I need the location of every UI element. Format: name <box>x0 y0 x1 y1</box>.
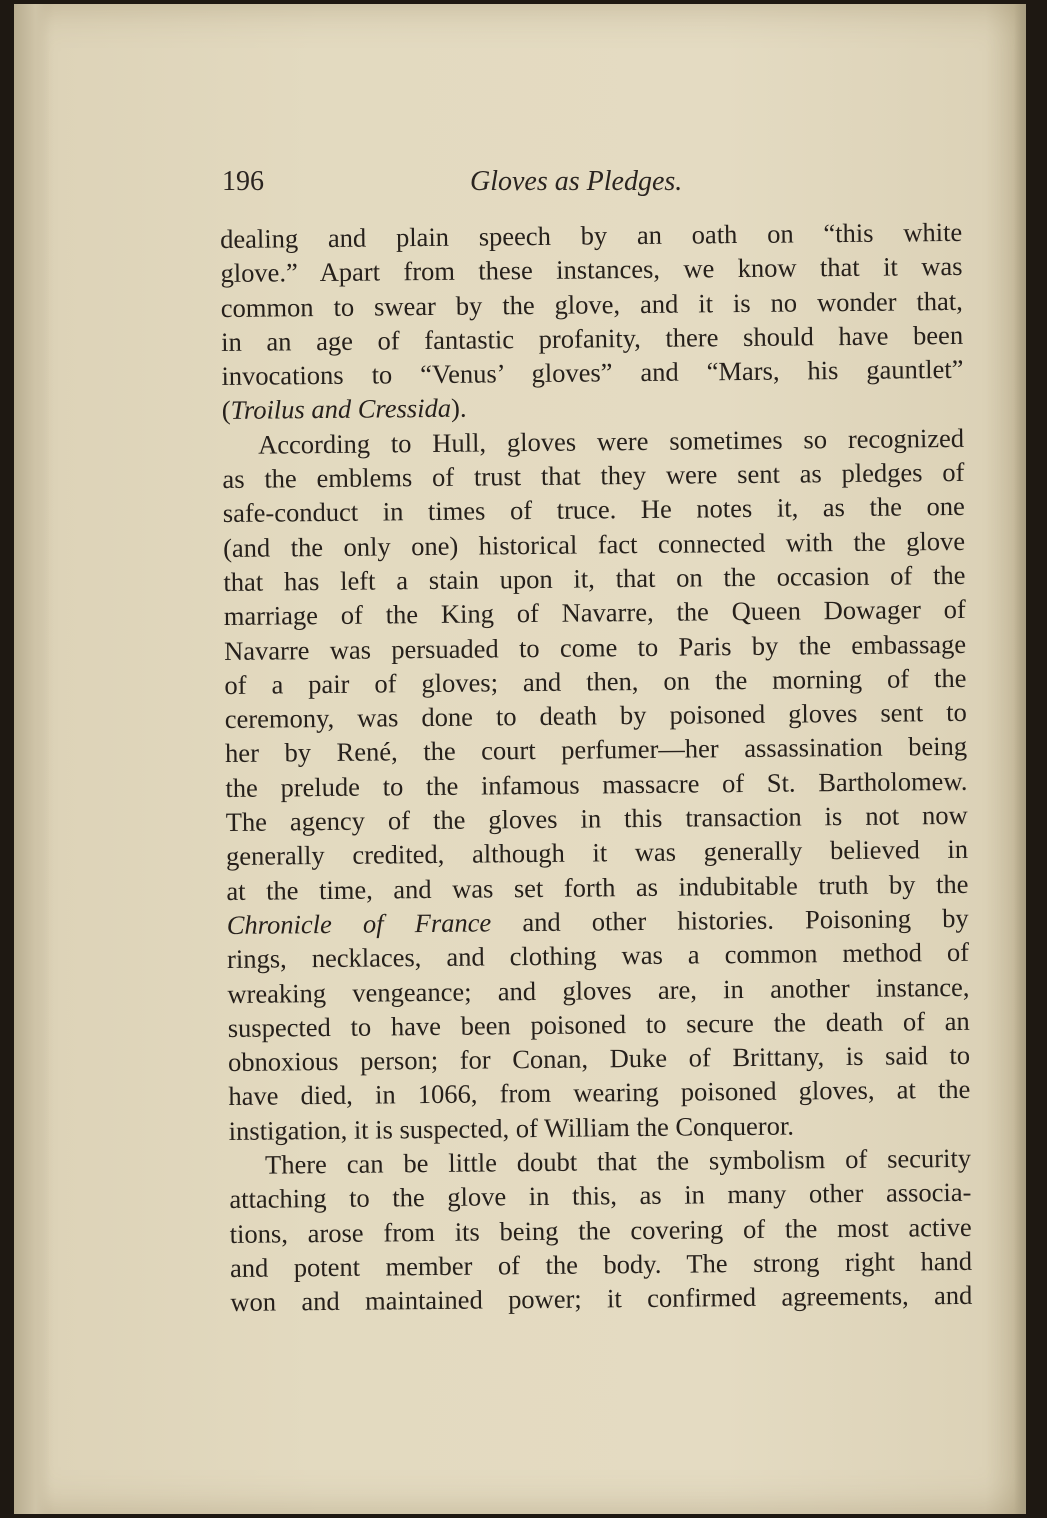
text-line: suspected to have been poisoned to secure the death of an <box>227 1005 970 1043</box>
paren-open: ( <box>221 395 231 426</box>
text-line: According to Hull, gloves were sometimes so recognized <box>257 422 965 460</box>
text-line: wreaking vengeance; and gloves are, in another instance, <box>227 971 970 1009</box>
page-number: 196 <box>222 166 264 197</box>
text-line: The agency of the gloves in this transaction is not now <box>225 799 968 838</box>
text-line: obnoxious person; for Conan, Duke of Brittany, is said to <box>227 1039 971 1078</box>
paragraph-2 <box>222 421 971 1148</box>
text-line: that has left a stain upon it, that on the occasion of the <box>223 559 966 597</box>
text-line: attaching to the glove in this, as in many other associa- <box>229 1177 972 1215</box>
text-line: tions, arose from its being the covering of the most active <box>229 1211 972 1249</box>
text-line: the prelude to the infamous massacre of St. Bartholomew. <box>225 765 968 803</box>
text-line: marriage of the King of Navarre, the Queen Dowager of <box>223 594 966 632</box>
text-line: invocations to “Venus’ gloves” and “Mars, his gauntlet” <box>221 354 964 392</box>
running-title: Gloves as Pledges. <box>470 166 683 197</box>
running-head <box>222 166 962 206</box>
paragraph-1 <box>220 215 964 428</box>
text-line: won and maintained power; it confirmed agreements, and <box>230 1280 973 1318</box>
text-line: and potent member of the body. The strong right hand <box>229 1245 973 1283</box>
text-line: instigation, it is suspected, of William the Conqueror. <box>228 1110 795 1146</box>
text-line: as the emblems of trust that they were sent as pledges of <box>222 456 965 495</box>
work-title-chronicle: Chronicle of France <box>226 907 492 940</box>
text-line: There can be little doubt that the symbolism of security <box>264 1142 972 1180</box>
text-line: (and the only one) historical fact connected with the glove <box>222 525 966 563</box>
text-line: have died, in 1066, from wearing poisoned gloves, at the <box>228 1074 971 1112</box>
work-title-troilus: Troilus and Cressida <box>230 393 452 426</box>
page-edge-shadow <box>1014 4 1026 1514</box>
body-text <box>220 215 973 1320</box>
text-line: generally credited, although it was generally believed in <box>225 834 969 872</box>
text-line: in an age of fantastic profanity, there should have been <box>221 319 964 357</box>
text-line: dealing and plain speech by an oath on “this white <box>220 216 963 254</box>
text-line: safe-conduct in times of truce. He notes it, as the one <box>222 491 965 529</box>
text-line: rings, necklaces, and clothing was a common method of <box>226 937 970 975</box>
text-line: her by René, the court perfumer—her assassination being <box>224 731 968 769</box>
text-fragment: and other histories. Poisoning by <box>491 902 969 938</box>
text-line: Navarre was persuaded to come to Paris by the embassage <box>223 628 967 666</box>
text-line: at the time, and was set forth as indubitable truth by the <box>226 868 969 906</box>
text-line: of a pair of gloves; and then, on the morning of the <box>224 662 967 700</box>
text-line: common to swear by the glove, and it is no wonder that, <box>220 285 963 323</box>
text-line: ceremony, was done to death by poisoned gloves sent to <box>224 697 967 735</box>
page-gutter-shadow <box>14 4 50 1514</box>
text-line: glove.” Apart from these instances, we know that it was <box>220 251 963 289</box>
paren-close: ). <box>450 393 467 424</box>
paragraph-3 <box>229 1141 973 1320</box>
